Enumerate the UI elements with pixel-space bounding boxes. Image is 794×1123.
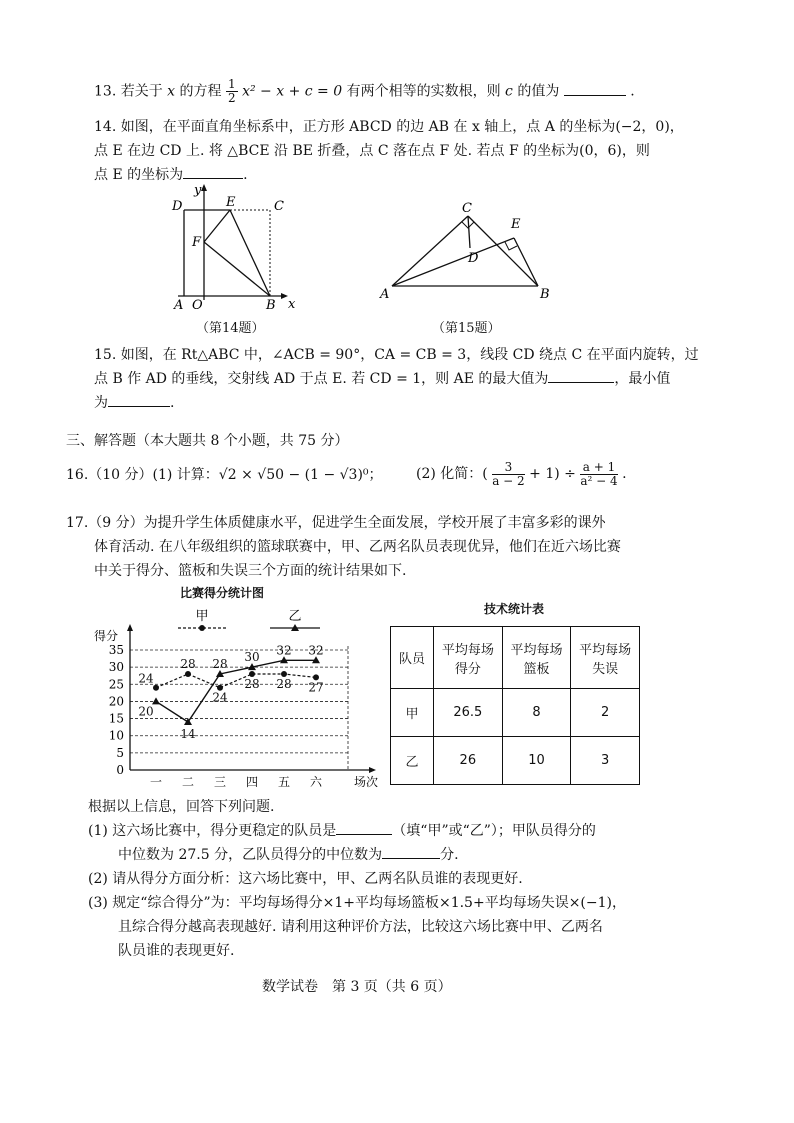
q13-line: 13. 若关于 x 的方程 $\frac{1}{2}$ x² − x + c = 0 有两个相等的实数根，则 c 的值为 . xyxy=(94,77,635,105)
label-y: y xyxy=(194,183,202,198)
data-label: 28 xyxy=(212,657,228,671)
data-point xyxy=(152,697,160,704)
table-header: 平均每场 失误 xyxy=(571,627,640,689)
x-tick-label: 二 xyxy=(181,775,195,789)
legend-label: 甲 xyxy=(195,609,209,624)
q17-after: 根据以上信息，回答下列问题. xyxy=(88,799,275,815)
data-label: 32 xyxy=(308,643,324,658)
data-label: 27 xyxy=(308,680,324,695)
figure-14 xyxy=(168,182,308,312)
table-cell: 26 xyxy=(434,737,503,785)
x-axis-label: 场次 xyxy=(354,775,379,789)
q15-line1: 15. 如图，在 Rt△ABC 中，∠ACB = 90°，CA = CB = 3，线段 CD 绕点 C 在平面内旋转，过 xyxy=(94,347,699,363)
figure-15-caption: （第15题） xyxy=(432,321,501,336)
page-footer: 数学试卷 第 3 页（共 6 页） xyxy=(262,979,452,995)
table-title: 技术统计表 xyxy=(484,602,545,616)
x-axis-arrow xyxy=(369,767,376,773)
q17-line2: 体育活动. 在八年级组织的篮球联赛中，甲、乙两名队员表现优异，他们在近六场比赛 xyxy=(94,539,621,555)
chart-title: 比赛得分统计图 xyxy=(180,586,265,600)
label-A: A xyxy=(380,287,390,302)
label-E: E xyxy=(511,217,521,232)
data-point xyxy=(185,671,191,677)
q15-line2: 点 B 作 AD 的垂线，交射线 AD 于点 E. 若 CD = 1，则 AE 的最大值为 ，最小值 xyxy=(94,368,670,390)
label-F: F xyxy=(192,235,202,250)
table-row xyxy=(391,689,640,737)
label-B: B xyxy=(266,298,276,312)
fraction: $\frac{3}{a - 2}$ xyxy=(492,459,525,488)
table-cell: 10 xyxy=(502,737,571,785)
table-cell: 乙 xyxy=(391,737,434,785)
x-tick-label: 四 xyxy=(245,775,259,789)
legend-label: 乙 xyxy=(288,609,302,624)
y-tick-label: 5 xyxy=(116,745,124,760)
table-cell: 26.5 xyxy=(434,689,503,737)
y-tick-label: 30 xyxy=(108,660,124,675)
y-tick-label: 0 xyxy=(116,763,124,777)
y-tick-label: 25 xyxy=(108,677,124,692)
series-line-0 xyxy=(156,674,316,688)
x-tick-label: 一 xyxy=(149,775,163,789)
data-label: 28 xyxy=(276,677,292,691)
fraction: $\frac{a + 1}{\text{a² − 4}}$ xyxy=(580,459,618,488)
label-E: E xyxy=(226,195,236,210)
table-header: 平均每场 篮板 xyxy=(502,627,571,689)
score-line-chart xyxy=(90,600,390,794)
table-header: 队员 xyxy=(391,627,434,689)
q13-fraction: $\frac{1}{2}$ xyxy=(227,77,236,105)
y-tick-label: 15 xyxy=(108,711,124,726)
answer-blank[interactable] xyxy=(382,844,440,859)
figure-14-caption: （第14题） xyxy=(196,321,265,336)
label-A: A xyxy=(174,298,184,312)
label-C: C xyxy=(462,201,472,216)
section-heading: 三、解答题（本大题共 8 个小题，共 75 分） xyxy=(66,433,349,449)
q16-part1: 16.（10 分）(1) 计算：√2 × √50 − (1 − √3)⁰； xyxy=(66,467,383,483)
data-label: 20 xyxy=(138,704,154,719)
chart-grid xyxy=(130,646,348,770)
y-tick-label: 10 xyxy=(108,728,124,743)
table-cell: 3 xyxy=(571,737,640,785)
answer-blank[interactable] xyxy=(108,392,170,407)
label-D: D xyxy=(468,251,479,266)
table-header-row xyxy=(391,627,640,689)
q17-sub3-line2: 且综合得分越高表现越好. 请利用这种评价方法，比较这六场比赛中甲、乙两名 xyxy=(118,919,603,935)
label-B: B xyxy=(540,287,550,302)
answer-blank[interactable] xyxy=(564,81,626,96)
table-header: 平均每场 得分 xyxy=(434,627,503,689)
chart-legend xyxy=(178,609,320,631)
tech-stats-table xyxy=(390,626,640,785)
legend-marker xyxy=(199,625,205,631)
q17-sub2: (2) 请从得分方面分析：这六场比赛中，甲、乙两名队员谁的表现更好. xyxy=(88,871,523,887)
table-cell: 8 xyxy=(502,689,571,737)
chart-series xyxy=(138,643,323,741)
x-tick-label: 五 xyxy=(277,775,291,789)
table-cell: 2 xyxy=(571,689,640,737)
table-row xyxy=(391,737,640,785)
data-label: 14 xyxy=(180,727,196,741)
data-label: 24 xyxy=(212,690,228,705)
y-tick-label: 20 xyxy=(108,694,124,709)
label-D: D xyxy=(172,199,183,214)
label-O: O xyxy=(192,298,203,312)
y-axis-arrow xyxy=(127,624,133,631)
answer-blank[interactable] xyxy=(336,820,392,835)
label-C: C xyxy=(274,199,284,214)
y-axis-label: 得分 xyxy=(94,629,119,643)
data-label: 28 xyxy=(180,657,196,671)
q17-sub1-line1: (1) 这六场比赛中，得分更稳定的队员是 （填“甲”或“乙”）；甲队员得分的 xyxy=(88,820,596,842)
q15-line3: 为 . xyxy=(94,392,174,414)
q14-line3: 点 E 的坐标为 . xyxy=(94,164,248,186)
data-label: 28 xyxy=(244,677,260,691)
chart-axes xyxy=(94,624,378,789)
q17-line3: 中关于得分、篮板和失误三个方面的统计结果如下. xyxy=(94,563,407,579)
x-tick-label: 六 xyxy=(309,775,323,789)
table-cell: 甲 xyxy=(391,689,434,737)
q16-part2: (2) 化简：( $\frac{3}{a - 2}$ + 1) ÷ $\frac{a + 1}{\text{a² − 4}}$ . xyxy=(416,459,627,488)
answer-blank[interactable] xyxy=(183,164,243,179)
data-label: 24 xyxy=(138,671,154,686)
q17-sub1-line2: 中位数为 27.5 分，乙队员得分的中位数为 分. xyxy=(118,844,459,866)
data-label: 32 xyxy=(276,643,292,658)
answer-blank[interactable] xyxy=(548,368,614,383)
q14-line2: 点 E 在边 CD 上. 将 △BCE 沿 BE 折叠，点 C 落在点 F 处. 若点 F 的坐标为(0，6)，则 xyxy=(94,143,650,159)
label-x: x xyxy=(288,297,296,312)
y-tick-label: 35 xyxy=(108,643,124,657)
data-point xyxy=(153,685,159,691)
q17-sub3-line3: 队员谁的表现更好. xyxy=(118,943,235,959)
figure-15 xyxy=(378,196,558,306)
data-label: 30 xyxy=(244,650,260,665)
x-tick-label: 三 xyxy=(213,775,227,789)
q17-line1: 17.（9 分）为提升学生体质健康水平，促进学生全面发展，学校开展了丰富多彩的课外 xyxy=(66,515,606,531)
q17-sub3-line1: (3) 规定“综合得分”为：平均每场得分×1+平均每场篮板×1.5+平均每场失误×(−1)， xyxy=(88,895,626,911)
q14-line1: 14. 如图，在平面直角坐标系中，正方形 ABCD 的边 AB 在 x 轴上，点 A 的坐标为(−2，0)， xyxy=(94,119,684,135)
